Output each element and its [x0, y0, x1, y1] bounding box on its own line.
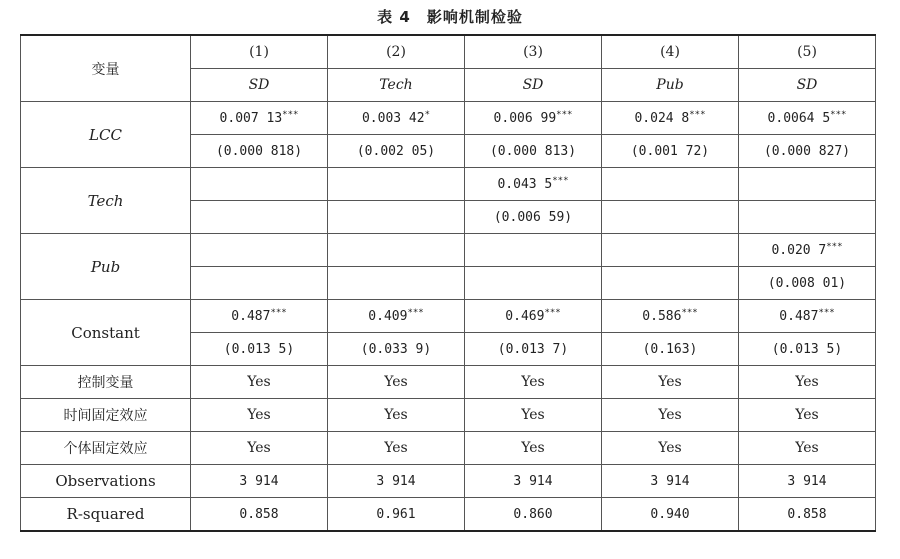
- value-cell: 0.858: [191, 498, 328, 532]
- std-error-cell: (0.002 05): [328, 135, 465, 168]
- std-error-cell: (0.163): [602, 333, 739, 366]
- std-error-cell: (0.013 5): [191, 333, 328, 366]
- value-cell: Yes: [602, 432, 739, 465]
- coef-cell: [191, 300, 328, 333]
- coef-value: 0.007 13: [219, 111, 283, 126]
- constant-coef-row: [21, 300, 876, 333]
- coef-cell: [602, 300, 739, 333]
- row-label: 控制变量: [21, 366, 191, 399]
- significance-stars: ***: [818, 308, 835, 318]
- value-cell: Yes: [739, 432, 876, 465]
- col-number: (4): [602, 35, 739, 69]
- value-cell: Yes: [191, 366, 328, 399]
- coef-value: 0.487: [231, 309, 271, 324]
- value-cell: Yes: [465, 399, 602, 432]
- coef-value: 0.024 8: [634, 111, 690, 126]
- value-cell: 3 914: [465, 465, 602, 498]
- coef-cell: [602, 234, 739, 267]
- value-cell: 0.860: [465, 498, 602, 532]
- std-error-cell: [191, 201, 328, 234]
- value-cell: 0.858: [739, 498, 876, 532]
- coef-cell: [465, 300, 602, 333]
- row-label: 个体固定效应: [21, 432, 191, 465]
- significance-stars: ***: [282, 110, 299, 120]
- header-row-numbers: [21, 35, 876, 69]
- std-error-cell: [602, 267, 739, 300]
- summary-rows: [21, 366, 876, 532]
- coef-value: 0.586: [642, 309, 682, 324]
- coef-cell: [328, 300, 465, 333]
- std-error-cell: (0.000 813): [465, 135, 602, 168]
- coef-cell: [602, 168, 739, 201]
- significance-stars: ***: [270, 308, 287, 318]
- coef-cell: [602, 102, 739, 135]
- value-cell: Yes: [465, 366, 602, 399]
- std-error-cell: (0.000 827): [739, 135, 876, 168]
- value-cell: Yes: [465, 432, 602, 465]
- value-cell: 3 914: [602, 465, 739, 498]
- coef-value: 0.020 7: [771, 243, 827, 258]
- controls-row: [21, 366, 876, 399]
- std-error-cell: [739, 201, 876, 234]
- coef-cell: [465, 102, 602, 135]
- value-cell: 0.961: [328, 498, 465, 532]
- coef-cell: [465, 168, 602, 201]
- col-number: (2): [328, 35, 465, 69]
- std-error-cell: [602, 201, 739, 234]
- std-error-cell: (0.006 59): [465, 201, 602, 234]
- time_fe-row: [21, 399, 876, 432]
- coef-value: 0.003 42: [361, 111, 425, 126]
- std-error-cell: [191, 267, 328, 300]
- dep-var: Pub: [602, 69, 739, 102]
- var-header: 变量: [21, 35, 191, 102]
- row-label: LCC: [21, 102, 191, 168]
- std-error-cell: (0.008 01): [739, 267, 876, 300]
- coef-cell: [328, 234, 465, 267]
- row-label: Pub: [21, 234, 191, 300]
- coef-cell: [739, 102, 876, 135]
- std-error-cell: [465, 267, 602, 300]
- significance-stars: ***: [830, 110, 847, 120]
- value-cell: Yes: [739, 399, 876, 432]
- tech-coef-row: [21, 168, 876, 201]
- coefficient-rows: [21, 102, 876, 366]
- dep-var: SD: [191, 69, 328, 102]
- lcc-coef-row: [21, 102, 876, 135]
- significance-stars: ***: [556, 110, 573, 120]
- dep-var: Tech: [328, 69, 465, 102]
- value-cell: Yes: [328, 399, 465, 432]
- value-cell: 3 914: [739, 465, 876, 498]
- value-cell: Yes: [602, 399, 739, 432]
- value-cell: Yes: [191, 432, 328, 465]
- row-label: Observations: [21, 465, 191, 498]
- significance-stars: ***: [407, 308, 424, 318]
- coef-cell: [191, 168, 328, 201]
- value-cell: Yes: [191, 399, 328, 432]
- dep-var: SD: [465, 69, 602, 102]
- coef-value: 0.006 99: [493, 111, 557, 126]
- regression-table: [20, 34, 876, 532]
- std-error-cell: (0.013 5): [739, 333, 876, 366]
- coef-value: 0.043 5: [497, 177, 553, 192]
- std-error-cell: (0.033 9): [328, 333, 465, 366]
- table-title: 表 4 影响机制检验: [377, 8, 523, 26]
- significance-stars: ***: [544, 308, 561, 318]
- coef-value: 0.0064 5: [767, 111, 831, 126]
- coef-value: 0.487: [779, 309, 819, 324]
- col-number: (3): [465, 35, 602, 69]
- coef-cell: [328, 168, 465, 201]
- value-cell: 3 914: [191, 465, 328, 498]
- r2-row: [21, 498, 876, 532]
- coef-value: 0.409: [368, 309, 408, 324]
- value-cell: 3 914: [328, 465, 465, 498]
- std-error-cell: (0.000 818): [191, 135, 328, 168]
- row-label: Constant: [21, 300, 191, 366]
- coef-value: 0.469: [505, 309, 545, 324]
- value-cell: Yes: [739, 366, 876, 399]
- coef-cell: [739, 300, 876, 333]
- value-cell: Yes: [328, 432, 465, 465]
- row-label: 时间固定效应: [21, 399, 191, 432]
- std-error-cell: (0.013 7): [465, 333, 602, 366]
- row-label: Tech: [21, 168, 191, 234]
- coef-cell: [739, 234, 876, 267]
- significance-stars: ***: [552, 176, 569, 186]
- significance-stars: *: [424, 110, 431, 120]
- coef-cell: [191, 102, 328, 135]
- significance-stars: ***: [689, 110, 706, 120]
- std-error-cell: (0.001 72): [602, 135, 739, 168]
- std-error-cell: [328, 201, 465, 234]
- significance-stars: ***: [826, 242, 843, 252]
- indiv_fe-row: [21, 432, 876, 465]
- obs-row: [21, 465, 876, 498]
- pub-coef-row: [21, 234, 876, 267]
- col-number: (1): [191, 35, 328, 69]
- coef-cell: [465, 234, 602, 267]
- coef-cell: [191, 234, 328, 267]
- significance-stars: ***: [681, 308, 698, 318]
- value-cell: Yes: [328, 366, 465, 399]
- value-cell: 0.940: [602, 498, 739, 532]
- value-cell: Yes: [602, 366, 739, 399]
- std-error-cell: [328, 267, 465, 300]
- row-label: R-squared: [21, 498, 191, 532]
- coef-cell: [739, 168, 876, 201]
- dep-var: SD: [739, 69, 876, 102]
- col-number: (5): [739, 35, 876, 69]
- coef-cell: [328, 102, 465, 135]
